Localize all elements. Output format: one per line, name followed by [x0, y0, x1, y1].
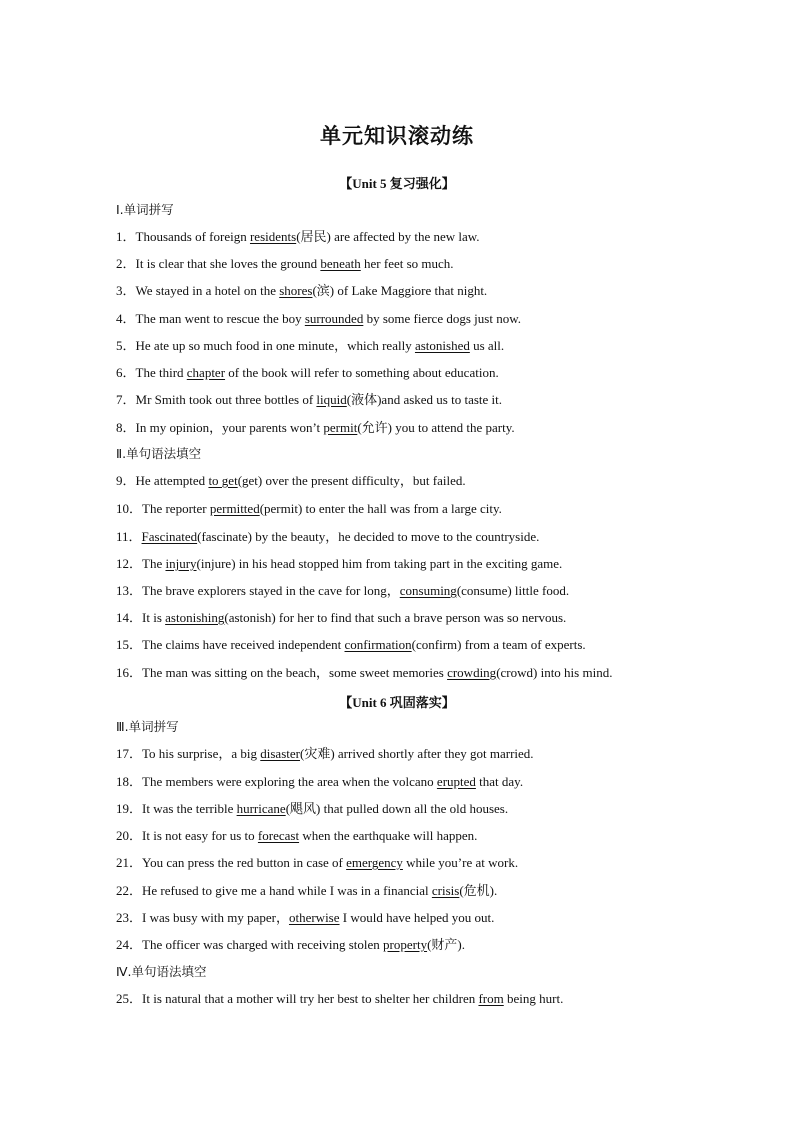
page-title: 单元知识滚动练: [320, 124, 474, 148]
item-text-after: (get) over the present difficulty，but failed.: [237, 473, 466, 488]
item-number: 2．: [116, 256, 136, 271]
item-text-after: (滨) of Lake Maggiore that night.: [312, 283, 488, 298]
section-heading-1: [116, 202, 174, 218]
item-number: 20．: [116, 828, 143, 843]
item-text-after: by some fierce dogs just now.: [363, 311, 521, 326]
section-label: Ⅲ.单词拼写: [116, 719, 179, 734]
item-text-after: that day.: [475, 774, 524, 789]
section-label: Ⅳ.单句语法填空: [116, 964, 207, 979]
item-text-before: It is not easy for us to: [142, 828, 258, 843]
item-text-before: Mr Smith took out three bottles of: [135, 392, 317, 407]
item-answer: forecast: [257, 828, 300, 843]
item-number: 5．: [116, 338, 136, 353]
item-answer: injury: [165, 556, 197, 571]
item-answer: hurricane: [236, 801, 286, 816]
item-text-before: You can press the red button in case of: [142, 855, 347, 870]
exercise-item-10: [116, 501, 716, 517]
unit5-heading: 【Unit 5 复习强化】: [339, 176, 455, 191]
exercise-item-17: [116, 746, 716, 762]
item-answer: disaster: [260, 746, 300, 761]
item-answer: Fascinated: [141, 529, 198, 544]
item-answer: permitted: [209, 501, 260, 516]
exercise-item-18: [116, 774, 716, 790]
item-answer: liquid: [316, 392, 347, 407]
section-heading-2: [116, 446, 201, 462]
section-label: Ⅱ.单句语法填空: [116, 446, 202, 461]
item-text-before: We stayed in a hotel on the: [135, 283, 280, 298]
exercise-item-4: [116, 311, 716, 327]
item-number: 7．: [116, 392, 136, 407]
exercise-item-3: [116, 283, 716, 299]
item-text-before: I was busy with my paper，: [142, 910, 289, 925]
exercise-item-22: [116, 883, 716, 899]
item-number: 16．: [116, 665, 143, 680]
exercise-item-2: [116, 256, 716, 272]
item-number: 9．: [116, 473, 136, 488]
item-text-before: The claims have received independent: [142, 637, 345, 652]
exercise-item-11: [116, 529, 716, 545]
item-text-after: while you’re at work.: [402, 855, 519, 870]
item-answer: erupted: [436, 774, 476, 789]
item-text-before: The: [142, 556, 166, 571]
item-text-before: The man went to rescue the boy: [135, 311, 305, 326]
exercise-item-14: [116, 610, 716, 626]
item-number: 24．: [116, 937, 143, 952]
item-number: 11．: [116, 529, 142, 544]
item-number: 4．: [116, 311, 136, 326]
exercise-item-6: [116, 365, 716, 381]
item-text-before: The members were exploring the area when the volcano: [142, 774, 437, 789]
item-number: 19．: [116, 801, 143, 816]
section-label: Ⅰ.单词拼写: [116, 202, 174, 217]
item-text-after: I would have helped you out.: [339, 910, 495, 925]
item-text-before: In my opinion，your parents won’t: [135, 420, 324, 435]
item-answer: crisis: [431, 883, 460, 898]
item-text-after: (injure) in his head stopped him from taking part in the exciting game.: [196, 556, 563, 571]
item-answer: shores: [279, 283, 313, 298]
item-answer: emergency: [346, 855, 403, 870]
item-text-after: being hurt.: [503, 991, 564, 1006]
item-number: 23．: [116, 910, 143, 925]
item-text-before: It is: [142, 610, 166, 625]
exercise-item-9: [116, 473, 716, 489]
unit6-heading: 【Unit 6 巩固落实】: [339, 695, 455, 710]
item-text-after: (居民) are affected by the new law.: [296, 229, 480, 244]
item-number: 22．: [116, 883, 143, 898]
item-text-after: (consume) little food.: [456, 583, 570, 598]
item-text-before: The officer was charged with receiving stolen: [142, 937, 384, 952]
item-answer: otherwise: [288, 910, 340, 925]
item-answer: astonished: [414, 338, 470, 353]
item-text-before: To his surprise，a big: [142, 746, 261, 761]
item-text-before: He ate up so much food in one minute，which really: [135, 338, 415, 353]
exercise-item-12: [116, 556, 716, 572]
item-text-after: when the earthquake will happen.: [299, 828, 478, 843]
item-answer: from: [478, 991, 504, 1006]
item-answer: permit: [323, 420, 358, 435]
item-text-before: He refused to give me a hand while I was in a financial: [142, 883, 432, 898]
item-number: 21．: [116, 855, 143, 870]
section-heading-3: [116, 719, 179, 735]
item-text-before: The third: [135, 365, 187, 380]
item-number: 1．: [116, 229, 136, 244]
item-answer: surrounded: [304, 311, 364, 326]
item-text-after: (permit) to enter the hall was from a large city.: [259, 501, 502, 516]
exercise-item-20: [116, 828, 716, 844]
item-text-after: (财产).: [427, 937, 465, 952]
item-answer: crowding: [447, 665, 497, 680]
item-number: 25．: [116, 991, 143, 1006]
item-text-after: (危机).: [459, 883, 498, 898]
item-answer: consuming: [399, 583, 457, 598]
item-answer: to get: [208, 473, 238, 488]
exercise-item-25: [116, 991, 716, 1007]
item-text-before: The reporter: [142, 501, 210, 516]
item-number: 15．: [116, 637, 143, 652]
item-answer: residents: [249, 229, 297, 244]
item-text-after: (astonish) for her to find that such a brave person was so nervous.: [224, 610, 567, 625]
item-text-after: of the book will refer to something about education.: [225, 365, 499, 380]
exercise-item-8: [116, 420, 716, 436]
item-number: 12．: [116, 556, 143, 571]
item-text-before: It is natural that a mother will try her best to shelter her children: [142, 991, 479, 1006]
item-number: 14．: [116, 610, 143, 625]
item-text-before: The brave explorers stayed in the cave for long，: [142, 583, 400, 598]
item-number: 10．: [116, 501, 143, 516]
item-number: 3．: [116, 283, 136, 298]
exercise-item-15: [116, 637, 716, 653]
exercise-item-5: [116, 338, 716, 354]
item-text-before: Thousands of foreign: [135, 229, 250, 244]
exercise-item-24: [116, 937, 716, 953]
item-number: 8．: [116, 420, 136, 435]
item-answer: confirmation: [344, 637, 412, 652]
exercise-item-19: [116, 801, 716, 817]
item-number: 6．: [116, 365, 136, 380]
item-answer: astonishing: [165, 610, 225, 625]
exercise-item-7: [116, 392, 716, 408]
item-answer: property: [383, 937, 428, 952]
exercise-item-21: [116, 855, 716, 871]
item-text-after: (液体)and asked us to taste it.: [346, 392, 503, 407]
exercise-item-13: [116, 583, 716, 599]
item-text-after: (crowd) into his mind.: [496, 665, 613, 680]
item-text-after: (飓风) that pulled down all the old houses.: [285, 801, 509, 816]
item-text-after: us all.: [469, 338, 505, 353]
item-text-after: (允许) you to attend the party.: [357, 420, 515, 435]
item-text-before: The man was sitting on the beach，some sweet memories: [142, 665, 448, 680]
item-number: 13．: [116, 583, 143, 598]
item-text-before: It is clear that she loves the ground: [135, 256, 321, 271]
item-text-after: (fascinate) by the beauty，he decided to move to the countryside.: [197, 529, 540, 544]
exercise-item-1: [116, 229, 716, 245]
item-answer: chapter: [186, 365, 226, 380]
exercise-item-16: [116, 665, 716, 681]
item-number: 17．: [116, 746, 143, 761]
item-text-before: He attempted: [135, 473, 209, 488]
item-text-after: (confirm) from a team of experts.: [411, 637, 586, 652]
section-heading-4: [116, 964, 207, 980]
item-text-after: (灾难) arrived shortly after they got married.: [299, 746, 534, 761]
item-text-after: her feet so much.: [360, 256, 454, 271]
item-text-before: It was the terrible: [142, 801, 237, 816]
item-answer: beneath: [320, 256, 361, 271]
item-number: 18．: [116, 774, 143, 789]
exercise-item-23: [116, 910, 716, 926]
